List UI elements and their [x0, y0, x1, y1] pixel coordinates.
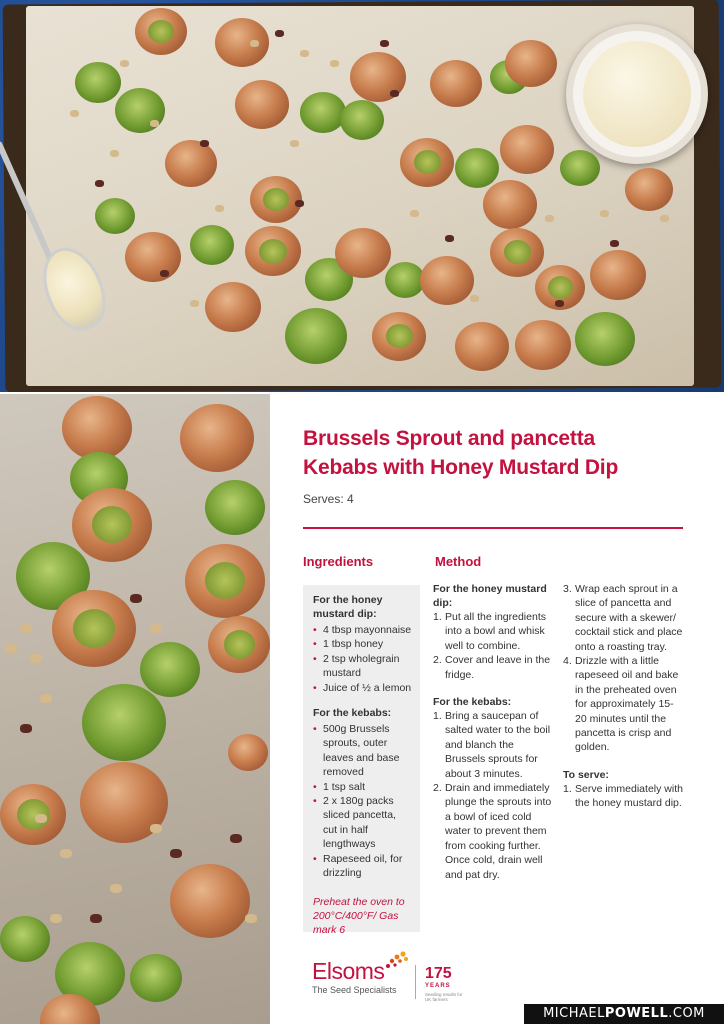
hazelnut-piece	[300, 50, 309, 57]
pancetta-sprout	[180, 404, 254, 472]
hazelnut-piece	[380, 40, 389, 47]
photographer-watermark: MICHAELPOWELL.COM	[524, 1004, 724, 1024]
hazelnut-piece	[275, 30, 284, 37]
hazelnut-piece	[90, 914, 102, 923]
hazelnut-piece	[160, 270, 169, 277]
method-column-2	[563, 582, 685, 811]
hazelnut-piece	[250, 40, 259, 47]
pancetta-sprout	[0, 784, 66, 845]
hazelnut-piece	[470, 295, 479, 302]
pancetta-sprout	[170, 864, 250, 938]
hazelnut-piece	[150, 624, 162, 633]
pancetta-sprout	[483, 180, 537, 229]
pancetta-sprout	[335, 228, 391, 278]
ingredient-item: • Juice of ½ a lemon	[313, 681, 412, 695]
hazelnut-piece	[190, 300, 199, 307]
hazelnut-piece	[20, 724, 32, 733]
pancetta-sprout	[590, 250, 646, 300]
dip-method-heading: For the honey mustard dip:	[433, 583, 547, 609]
elsoms-logo	[312, 958, 397, 995]
recipe-title-line2: Kebabs with Honey Mustard Dip	[303, 456, 619, 479]
hazelnut-piece	[410, 210, 419, 217]
hazelnut-piece	[290, 140, 299, 147]
ingredient-item: • 1 tbsp honey	[313, 637, 412, 651]
pancetta-sprout	[430, 60, 482, 107]
sprout-leaf	[95, 198, 135, 234]
pancetta-sprout	[72, 488, 152, 562]
hazelnut-piece	[330, 60, 339, 67]
pancetta-sprout	[185, 544, 265, 618]
pancetta-sprout	[235, 80, 289, 129]
sprout-leaf	[82, 684, 166, 761]
sprout-leaf	[285, 308, 347, 364]
hazelnut-piece	[295, 200, 304, 207]
sprout-leaf	[75, 62, 121, 103]
pancetta-sprout	[500, 125, 554, 174]
kebab-ingredients-list	[313, 722, 412, 880]
hazelnut-piece	[50, 914, 62, 923]
side-food-photo	[0, 394, 270, 1024]
pancetta-sprout	[372, 312, 426, 361]
serves-text: Serves: 4	[303, 492, 354, 506]
hazelnut-piece	[30, 654, 42, 663]
hazelnut-piece	[545, 215, 554, 222]
kebab-method-heading: For the kebabs:	[433, 696, 512, 709]
dip-bowl	[566, 24, 708, 164]
recipe-title	[303, 424, 683, 482]
hazelnut-piece	[390, 90, 399, 97]
serve-heading: To serve:	[563, 768, 609, 781]
pancetta-sprout	[245, 226, 301, 276]
pancetta-sprout	[250, 176, 302, 223]
method-step: 1. Serve immediately with the honey mustard dip.	[563, 782, 683, 810]
sprout-leaf	[140, 642, 200, 697]
hazelnut-piece	[555, 300, 564, 307]
logo-tagline: The Seed Specialists	[312, 985, 397, 995]
ingredient-item: • 500g Brussels sprouts, outer leaves and base removed	[313, 722, 412, 780]
hazelnut-piece	[150, 120, 159, 127]
method-step: 2. Drain and immediately plunge the sprouts into a bowl of iced cold water to prevent them from cooking further. Once cold, drain well and pat dry.	[433, 782, 552, 881]
sprout-leaf	[190, 225, 234, 265]
sprout-leaf	[340, 100, 384, 140]
pancetta-sprout	[455, 322, 509, 371]
method-step: 2. Cover and leave in the fridge.	[433, 654, 551, 681]
hazelnut-piece	[110, 884, 122, 893]
recipe-title-line1: Brussels Sprout and pancetta	[303, 427, 595, 450]
method-heading: Method	[435, 554, 482, 569]
hazelnut-piece	[660, 215, 669, 222]
pancetta-sprout	[52, 590, 136, 667]
sprout-leaf	[130, 954, 182, 1002]
sprout-leaf	[560, 150, 600, 186]
hazelnut-piece	[70, 110, 79, 117]
hazelnut-piece	[610, 240, 619, 247]
pancetta-sprout	[400, 138, 454, 187]
top-food-photo	[0, 0, 724, 392]
sprout-leaf	[575, 312, 635, 366]
ingredient-item: • Rapeseed oil, for drizzling	[313, 852, 412, 881]
hazelnut-piece	[150, 824, 162, 833]
method-column-1	[433, 582, 553, 882]
hazelnut-piece	[5, 644, 17, 653]
pancetta-sprout	[165, 140, 217, 187]
method-step: 3. Wrap each sprout in a slice of pancetta and secure with a skewer/ cocktail stick and place onto a roasting tray.	[563, 583, 683, 653]
dip-method-steps	[433, 610, 553, 682]
dip-ingredients-heading: For the honey mustard dip:	[313, 594, 383, 620]
sprout-leaf	[385, 262, 425, 298]
pancetta-sprout	[420, 256, 474, 305]
pancetta-sprout	[625, 168, 673, 211]
pancetta-sprout	[515, 320, 571, 370]
hazelnut-piece	[40, 694, 52, 703]
hazelnut-piece	[215, 205, 224, 212]
hazelnut-piece	[200, 140, 209, 147]
hazelnut-piece	[35, 814, 47, 823]
hazelnut-piece	[445, 235, 454, 242]
pancetta-sprout	[490, 228, 544, 277]
sprout-leaf	[300, 92, 346, 133]
logo-divider	[415, 965, 416, 999]
hazelnut-piece	[130, 594, 142, 603]
hazelnut-piece	[95, 180, 104, 187]
kebab-method-steps	[433, 709, 553, 882]
anniversary-label: YEARS	[425, 983, 451, 989]
dip-ingredients-list	[313, 623, 412, 695]
title-divider	[303, 527, 683, 529]
kebab-ingredients-heading: For the kebabs:	[313, 707, 392, 720]
hazelnut-piece	[120, 60, 129, 67]
hazelnut-piece	[245, 914, 257, 923]
sprout-leaf	[0, 916, 50, 962]
hazelnut-piece	[600, 210, 609, 217]
hazelnut-piece	[60, 849, 72, 858]
hazelnut-piece	[110, 150, 119, 157]
sprout-leaf	[455, 148, 499, 188]
logo-wordmark: Elsoms	[312, 958, 385, 984]
ingredient-item: • 2 x 180g packs sliced pancetta, cut in half lengthways	[313, 794, 412, 852]
serve-steps	[563, 782, 685, 811]
ingredient-item: • 2 tsp wholegrain mustard	[313, 652, 412, 681]
anniversary-sub: Seeding results for UK farmers	[425, 992, 463, 1002]
kebab-method-steps-cont	[563, 582, 685, 755]
preheat-note: Preheat the oven to 200°C/400°F/ Gas mark 6	[313, 895, 405, 937]
ingredients-heading: Ingredients	[303, 554, 374, 569]
ingredient-item: • 1 tsp salt	[313, 780, 412, 794]
hazelnut-piece	[20, 624, 32, 633]
hazelnut-piece	[230, 834, 242, 843]
pancetta-sprout	[125, 232, 181, 282]
pancetta-sprout	[228, 734, 268, 771]
logo-seed-icon	[384, 950, 410, 970]
anniversary-number: 175	[425, 965, 452, 982]
pancetta-sprout	[62, 396, 132, 460]
method-step: 1. Put all the ingredients into a bowl and whisk well to combine.	[433, 611, 546, 652]
ingredients-box	[303, 585, 420, 937]
pancetta-sprout	[135, 8, 187, 55]
sprout-leaf	[205, 480, 265, 535]
method-step: 4. Drizzle with a little rapeseed oil and bake in the preheated oven for approximately 15-20 minutes until the pancetta is crisp and golden.	[563, 655, 679, 754]
ingredient-item: • 4 tbsp mayonnaise	[313, 623, 412, 637]
hazelnut-piece	[170, 849, 182, 858]
pancetta-sprout	[208, 616, 270, 673]
pancetta-sprout	[505, 40, 557, 87]
pancetta-sprout	[215, 18, 269, 67]
method-step: 1. Bring a saucepan of salted water to the boil and blanch the Brussels sprouts for about 3 minutes.	[433, 710, 551, 780]
pancetta-sprout	[205, 282, 261, 332]
